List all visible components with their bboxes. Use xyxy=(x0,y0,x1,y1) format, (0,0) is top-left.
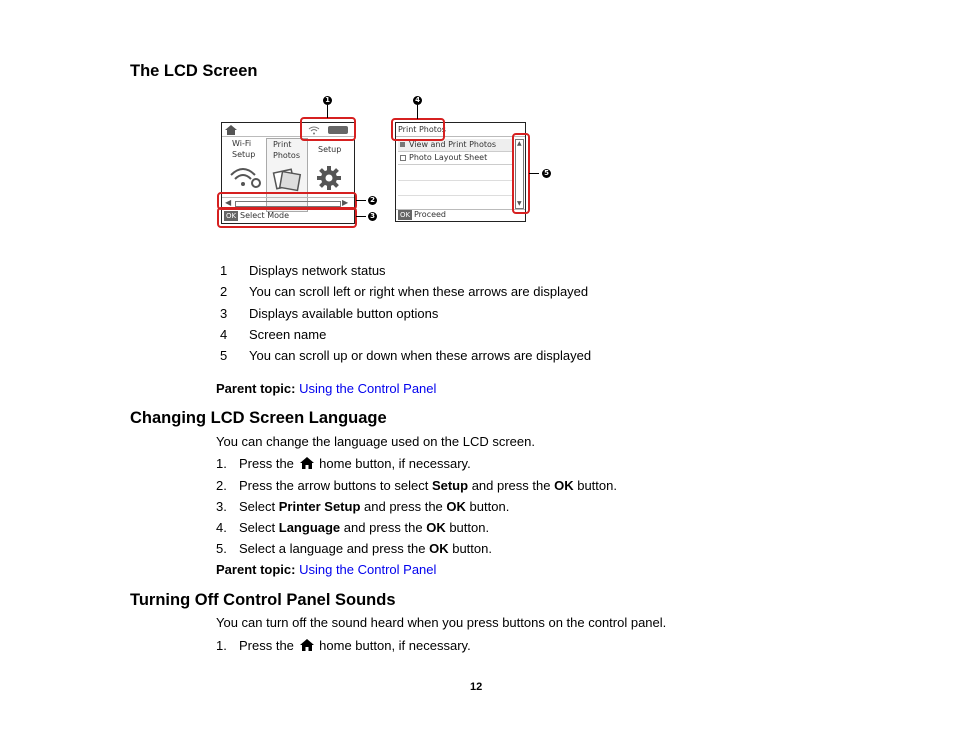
screen-name-label: Print Photos xyxy=(398,125,446,134)
callout-number-5: 5 xyxy=(542,169,551,178)
step-text: Select a language and press the OK button. xyxy=(239,541,492,556)
callout-box-button-options xyxy=(217,207,357,228)
legend-number: 1 xyxy=(220,263,228,278)
parent-topic-label: Parent topic: xyxy=(216,381,296,396)
legend-number: 2 xyxy=(220,284,228,299)
menu-print-photos-line2: Photos xyxy=(273,151,300,160)
step-number: 5. xyxy=(216,541,227,556)
home-icon xyxy=(300,457,314,469)
home-icon xyxy=(225,125,237,135)
step-text: Press the arrow buttons to select Setup and press the OK button. xyxy=(239,478,617,493)
step-text: Press the home button, if necessary. xyxy=(239,456,471,471)
menu-wifi-setup-line2: Setup xyxy=(232,150,256,159)
ok-button-hint-right: OK xyxy=(400,211,411,219)
menu-wifi-setup-line1: Wi-Fi xyxy=(232,139,252,148)
step-text: Select Printer Setup and press the OK button. xyxy=(239,499,510,514)
photos-icon xyxy=(272,167,302,193)
legend-number: 4 xyxy=(220,327,228,342)
scroll-left-arrow: ◀ xyxy=(225,198,232,207)
step-number: 3. xyxy=(216,499,227,514)
language-intro: You can change the language used on the LCD screen. xyxy=(216,434,535,449)
callout-number-4: 4 xyxy=(413,96,422,105)
legend-number: 5 xyxy=(220,348,228,363)
scroll-up-arrow: ▲ xyxy=(517,140,522,147)
step-number: 2. xyxy=(216,478,227,493)
scroll-down-arrow: ▼ xyxy=(517,200,522,207)
callout-number-2: 2 xyxy=(368,196,377,205)
step-number: 1. xyxy=(216,456,227,471)
menu-print-photos-line1: Print xyxy=(273,140,292,149)
list-item-view-print-photos: View and Print Photos xyxy=(409,140,497,149)
legend-number: 3 xyxy=(220,306,228,321)
sounds-intro: You can turn off the sound heard when you press buttons on the control panel. xyxy=(216,615,667,630)
callout-number-1: 1 xyxy=(323,96,332,105)
gear-icon xyxy=(316,165,342,191)
parent-topic-link[interactable]: Using the Control Panel xyxy=(299,381,437,396)
home-icon xyxy=(300,639,314,651)
list-item-photo-layout-sheet: Photo Layout Sheet xyxy=(409,153,488,162)
step-number: 4. xyxy=(216,520,227,535)
parent-topic-label: Parent topic: xyxy=(216,562,296,577)
step-text: Select Language and press the OK button. xyxy=(239,520,490,535)
ok-button-hint: OK xyxy=(226,212,237,220)
step-number: 1. xyxy=(216,638,227,653)
legend-text: Screen name xyxy=(249,327,327,342)
legend-text: You can scroll left or right when these arrows are displayed xyxy=(249,284,589,299)
callout-box-screen-name xyxy=(391,118,445,141)
wifi-icon xyxy=(229,165,263,189)
parent-topic-link[interactable]: Using the Control Panel xyxy=(299,562,437,577)
section-title-lcd-screen: The LCD Screen xyxy=(130,62,258,80)
lcd-right-footer: Proceed xyxy=(414,210,447,219)
legend-text: Displays network status xyxy=(249,263,386,278)
callout-box-network-status xyxy=(300,117,356,141)
callout-box-vertical-scroll xyxy=(512,133,530,214)
legend-text: Displays available button options xyxy=(249,306,439,321)
section-title-sounds: Turning Off Control Panel Sounds xyxy=(130,591,396,609)
section-title-language: Changing LCD Screen Language xyxy=(130,409,387,427)
callout-number-3: 3 xyxy=(368,212,377,221)
legend-text: You can scroll up or down when these arrows are displayed xyxy=(249,348,592,363)
step-text: Press the home button, if necessary. xyxy=(239,638,471,653)
parent-topic-language xyxy=(216,562,436,577)
scroll-right-arrow: ▶ xyxy=(342,198,349,207)
menu-setup-label: Setup xyxy=(318,145,342,154)
lcd-left-footer: Select Mode xyxy=(240,211,290,220)
page-number: 12 xyxy=(470,681,483,693)
list-item-bullet-empty xyxy=(400,155,406,161)
parent-topic-lcd xyxy=(216,381,436,396)
list-item-bullet-filled xyxy=(400,142,405,147)
